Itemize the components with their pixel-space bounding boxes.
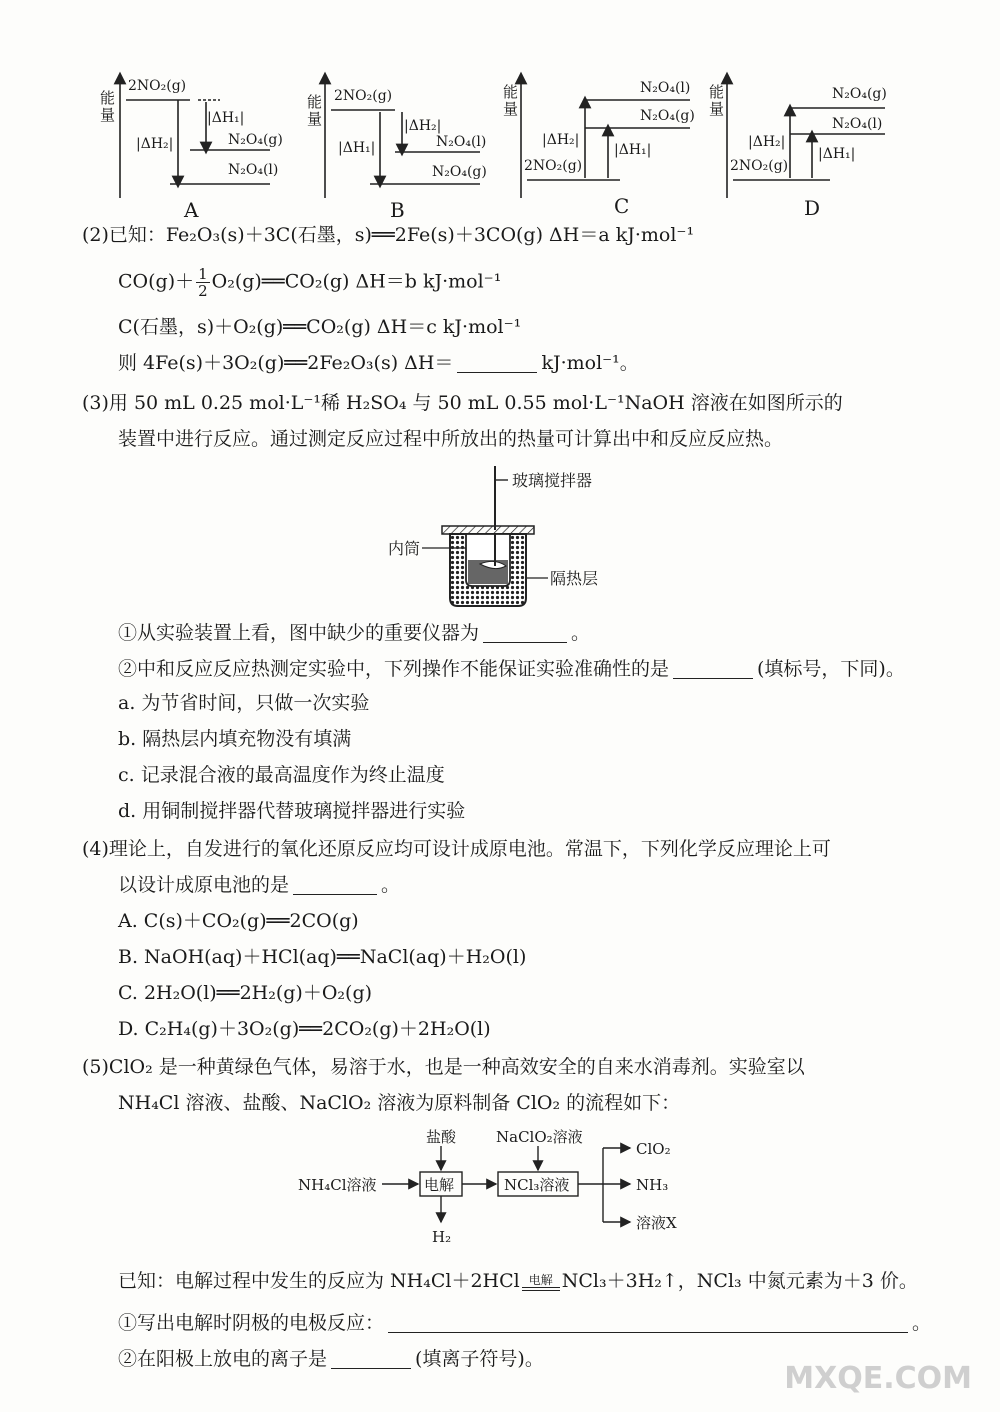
q3-line2: 装置中进行反应。通过测定反应过程中所放出的热量可计算出中和反应反应热。 [118,428,784,450]
q3-option-d: d. 用铜制搅拌器代替玻璃搅拌器进行实验 [118,800,466,822]
diagram-d-axis-label: 能量 [709,83,725,118]
q4-blank[interactable] [293,874,377,895]
diagram-c-top: N₂O₄(l) [640,80,691,96]
diagram-a-low: N₂O₄(l) [228,162,279,178]
diagram-c-axis-label: 能量 [503,83,519,118]
diagram-c-dh-small: |ΔH₁| [614,142,652,158]
diagram-d-mid: N₂O₄(l) [832,116,883,132]
flow-solution-x: 溶液X [636,1214,677,1232]
fig-label-insulation: 隔热层 [550,569,599,588]
diagram-b-top: 2NO₂(g) [334,88,393,104]
flow-nh4cl: NH₄Cl溶液 [298,1176,377,1194]
fig-label-stirrer: 玻璃搅拌器 [512,471,593,490]
diagram-b-dh-big: |ΔH₁| [338,140,376,156]
watermark: MXQE.COM [784,1361,972,1396]
q4-line1: (4)理论上，自发进行的氧化还原反应均可设计成原电池。常温下，下列化学反应理论上可 [82,838,831,860]
q3-sub1: ①从实验装置上看，图中缺少的重要仪器为 。 [118,622,591,644]
q5-sub1-blank[interactable] [388,1312,908,1333]
diagram-d-dh-small: |ΔH₁| [818,146,856,162]
calorimeter-figure [380,460,630,620]
q4-option-A: A. C(s)＋CO₂(g)══2CO(g) [118,910,359,932]
energy-diagrams [0,70,1000,220]
diagram-a-top: 2NO₂(g) [128,78,187,94]
diagram-d-low: 2NO₂(g) [730,158,789,174]
q2-line4: 则 4Fe(s)＋3O₂(g)══2Fe₂O₃(s) ΔH＝ kJ·mol⁻¹。 [118,352,639,374]
q5-sub2-blank[interactable] [331,1348,411,1369]
q4-line2: 以设计成原电池的是 。 [118,874,401,896]
electrolysis-condition: 电解 [522,1274,560,1291]
diagram-b-mid: N₂O₄(l) [436,134,487,150]
q3-line1: (3)用 50 mL 0.25 mol·L⁻¹稀 H₂SO₄ 与 50 mL 0.55 mol·L⁻¹NaOH 溶液在如图所示的 [82,392,843,414]
flow-hcl: 盐酸 [426,1128,457,1146]
q3-sub2-blank[interactable] [673,658,753,679]
flow-naclo2: NaClO₂溶液 [496,1128,583,1146]
diagram-c-mid: N₂O₄(g) [640,108,695,124]
fraction-half: $\frac{1}{2}$ [198,265,208,300]
q5-line2: NH₄Cl 溶液、盐酸、NaClO₂ 溶液为原料制备 ClO₂ 的流程如下： [118,1092,681,1114]
diagram-c-low: 2NO₂(g) [524,158,583,174]
diagram-d-label: D [804,196,821,220]
q3-option-b: b. 隔热层内填充物没有填满 [118,728,352,750]
diagram-a-mid: N₂O₄(g) [228,132,283,148]
q3-sub1-blank[interactable] [483,622,567,643]
q2-line1: (2)已知：Fe₂O₃(s)＋3C(石墨，s)══2Fe(s)＋3CO(g) ΔH＝a kJ·mol⁻¹ [82,224,695,246]
q2-line3: C(石墨，s)＋O₂(g)══CO₂(g) ΔH＝c kJ·mol⁻¹ [118,316,522,338]
diagram-d-top: N₂O₄(g) [832,86,887,102]
q5-known: 已知：电解过程中发生的反应为 NH₄Cl＋2HCl 电解 NCl₃＋3H₂↑，NCl₃ 中氮元素为＋3 价。 [118,1270,918,1292]
q5-line1: (5)ClO₂ 是一种黄绿色气体，易溶于水，也是一种高效安全的自来水消毒剂。实验室以 [82,1056,805,1078]
flow-diagram [290,1124,710,1254]
diagram-b-label: B [390,198,405,222]
diagram-d-dh-big: |ΔH₂| [748,134,786,150]
q2-answer-blank[interactable] [457,352,537,373]
diagram-b-axis-label: 能量 [307,93,323,128]
q4-option-C: C. 2H₂O(l)══2H₂(g)＋O₂(g) [118,982,373,1004]
diagram-c-label: C [614,194,630,218]
diagram-a-dh-small: |ΔH₁| [207,110,245,126]
q3-option-c: c. 记录混合液的最高温度作为终止温度 [118,764,445,786]
fig-label-inner: 内筒 [388,539,421,558]
q4-option-D: D. C₂H₄(g)＋3O₂(g)══2CO₂(g)＋2H₂O(l) [118,1018,491,1040]
diagram-b-dh-small: |ΔH₂| [404,118,442,134]
diagram-c-dh-big: |ΔH₂| [542,132,580,148]
flow-h2: H₂ [432,1228,452,1246]
q3-option-a: a. 为节省时间，只做一次实验 [118,692,370,714]
q4-option-B: B. NaOH(aq)＋HCl(aq)══NaCl(aq)＋H₂O(l) [118,946,527,968]
q3-sub2: ②中和反应反应热测定实验中，下列操作不能保证实验准确性的是 (填标号，下同)。 [118,658,905,680]
flow-nh3: NH₃ [636,1176,669,1194]
diagram-a-dh-big: |ΔH₂| [136,136,174,152]
q5-sub2: ②在阳极上放电的离子是 (填离子符号)。 [118,1348,544,1370]
flow-ncl3: NCl₃溶液 [504,1176,570,1194]
diagram-a-label: A [184,198,199,222]
q5-sub1: ①写出电解时阴极的电极反应： 。 [118,1312,932,1334]
flow-clo2: ClO₂ [636,1140,671,1158]
diagram-a-axis-label: 能量 [100,89,116,124]
q2-line2: CO(g)＋ $\frac{1}{2}$ O₂(g)══CO₂(g) ΔH＝b kJ·mol⁻¹ [118,265,502,300]
diagram-b-low: N₂O₄(g) [432,164,487,180]
flow-electrolysis: 电解 [424,1176,455,1194]
